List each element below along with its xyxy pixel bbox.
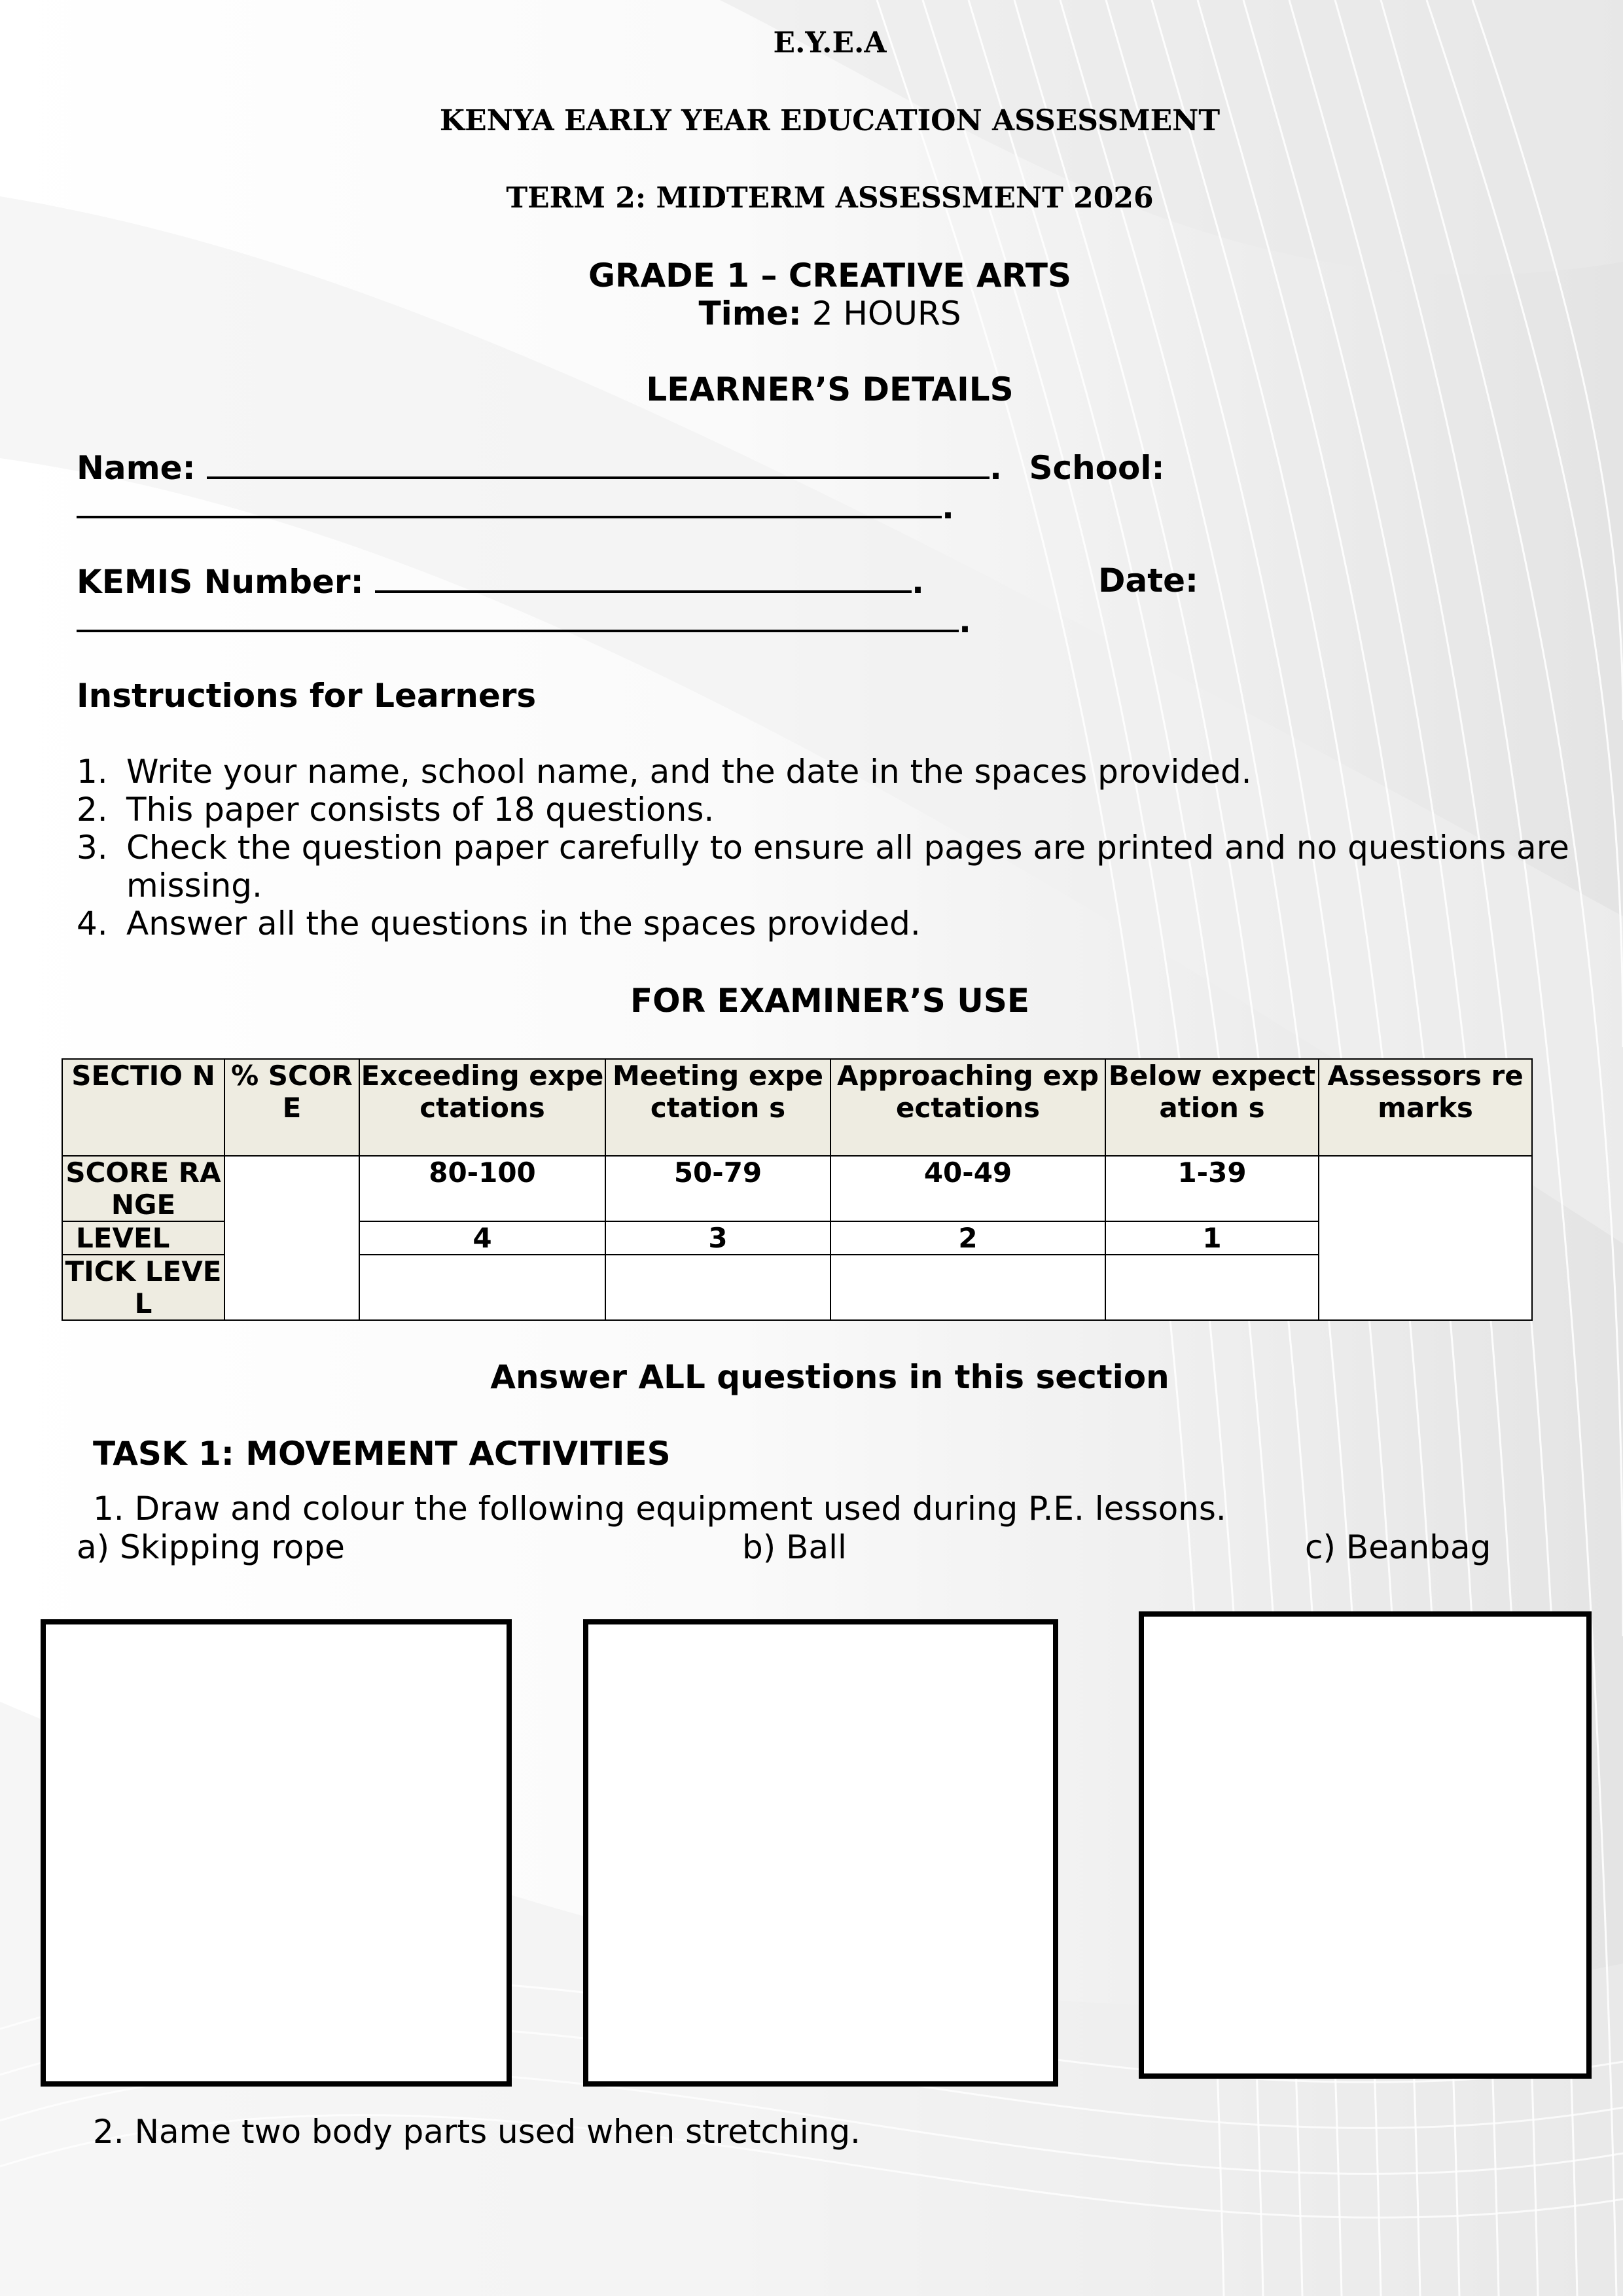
drawing-box-ball[interactable] xyxy=(583,1619,1058,2087)
time-line xyxy=(0,295,1623,332)
remarks-cell[interactable] xyxy=(1319,1156,1532,1320)
examiner-heading: FOR EXAMINER’S USE xyxy=(630,982,1029,1020)
section-instruction: Answer ALL questions in this section xyxy=(490,1358,1169,1396)
kemis-label: KEMIS Number: xyxy=(77,563,364,601)
date-label: Date: xyxy=(1098,562,1199,600)
date-field[interactable] xyxy=(77,601,959,632)
question-2: 2. Name two body parts used when stretching. xyxy=(93,2113,861,2151)
level-meeting: 3 xyxy=(605,1221,830,1255)
header-below: Below expectation s xyxy=(1105,1059,1319,1156)
tick-below[interactable] xyxy=(1105,1255,1319,1320)
header-approaching: Approaching expectations xyxy=(830,1059,1105,1156)
instruction-item-3: 3. Check the question paper carefully to ensure all pages are printed and no questions are xyxy=(77,829,1569,867)
question-1: 1. Draw and colour the following equipment used during P.E. lessons. xyxy=(93,1490,1226,1528)
question-1-item-a: a) Skipping rope xyxy=(77,1528,345,1566)
kemis-field[interactable] xyxy=(375,562,912,593)
row-label-level: LEVEL xyxy=(62,1221,224,1255)
question-1-item-c: c) Beanbag xyxy=(1305,1528,1491,1566)
date-row: . xyxy=(77,601,971,640)
range-below: 1-39 xyxy=(1105,1156,1319,1221)
question-1-item-b: b) Ball xyxy=(742,1528,847,1566)
drawing-box-skipping-rope[interactable] xyxy=(41,1619,512,2087)
learner-details-heading: LEARNER’S DETAILS xyxy=(646,370,1014,408)
range-meeting: 50-79 xyxy=(605,1156,830,1221)
time-label: Time: xyxy=(698,295,802,332)
tick-exceeding[interactable] xyxy=(359,1255,605,1320)
level-exceeding: 4 xyxy=(359,1221,605,1255)
examiner-table xyxy=(62,1058,1533,1321)
school-field[interactable] xyxy=(77,487,942,518)
grade-subject-title: GRADE 1 – CREATIVE ARTS xyxy=(588,257,1072,295)
instructions-heading: Instructions for Learners xyxy=(77,677,537,715)
instruction-item-1: 1. Write your name, school name, and the date in the spaces provided. xyxy=(77,753,1252,791)
school-row: . xyxy=(77,487,954,526)
org-acronym: E.Y.E.A xyxy=(773,26,887,60)
name-field[interactable] xyxy=(207,448,990,479)
header-remarks: Assessors remarks xyxy=(1319,1059,1532,1156)
header-exceeding: Exceeding expectations xyxy=(359,1059,605,1156)
term-title: TERM 2: MIDTERM ASSESSMENT 2026 xyxy=(506,181,1154,215)
range-approaching: 40-49 xyxy=(830,1156,1105,1221)
header-meeting: Meeting expectation s xyxy=(605,1059,830,1156)
header-score: % SCORE xyxy=(224,1059,359,1156)
task-title: TASK 1: MOVEMENT ACTIVITIES xyxy=(93,1435,671,1473)
time-value: 2 HOURS xyxy=(812,295,961,332)
tick-approaching[interactable] xyxy=(830,1255,1105,1320)
level-below: 1 xyxy=(1105,1221,1319,1255)
level-approaching: 2 xyxy=(830,1221,1105,1255)
header-section: SECTIO N xyxy=(62,1059,224,1156)
assessment-title: KENYA EARLY YEAR EDUCATION ASSESSMENT xyxy=(439,104,1221,137)
school-label: School: xyxy=(1029,449,1165,487)
row-label-score-range: SCORE RANGE xyxy=(62,1156,224,1221)
score-cell[interactable] xyxy=(224,1156,359,1320)
range-exceeding: 80-100 xyxy=(359,1156,605,1221)
name-row: Name: . School: xyxy=(77,449,1165,487)
row-label-tick-level: TICK LEVEL xyxy=(62,1255,224,1320)
instruction-item-2: 2. This paper consists of 18 questions. xyxy=(77,791,715,829)
tick-meeting[interactable] xyxy=(605,1255,830,1320)
instruction-item-4: 4. Answer all the questions in the spaces provided. xyxy=(77,905,921,942)
instruction-item-3-continued: missing. xyxy=(126,867,262,905)
drawing-box-beanbag[interactable] xyxy=(1139,1611,1592,2079)
name-label: Name: xyxy=(77,449,196,487)
kemis-row: KEMIS Number: . xyxy=(77,563,924,601)
